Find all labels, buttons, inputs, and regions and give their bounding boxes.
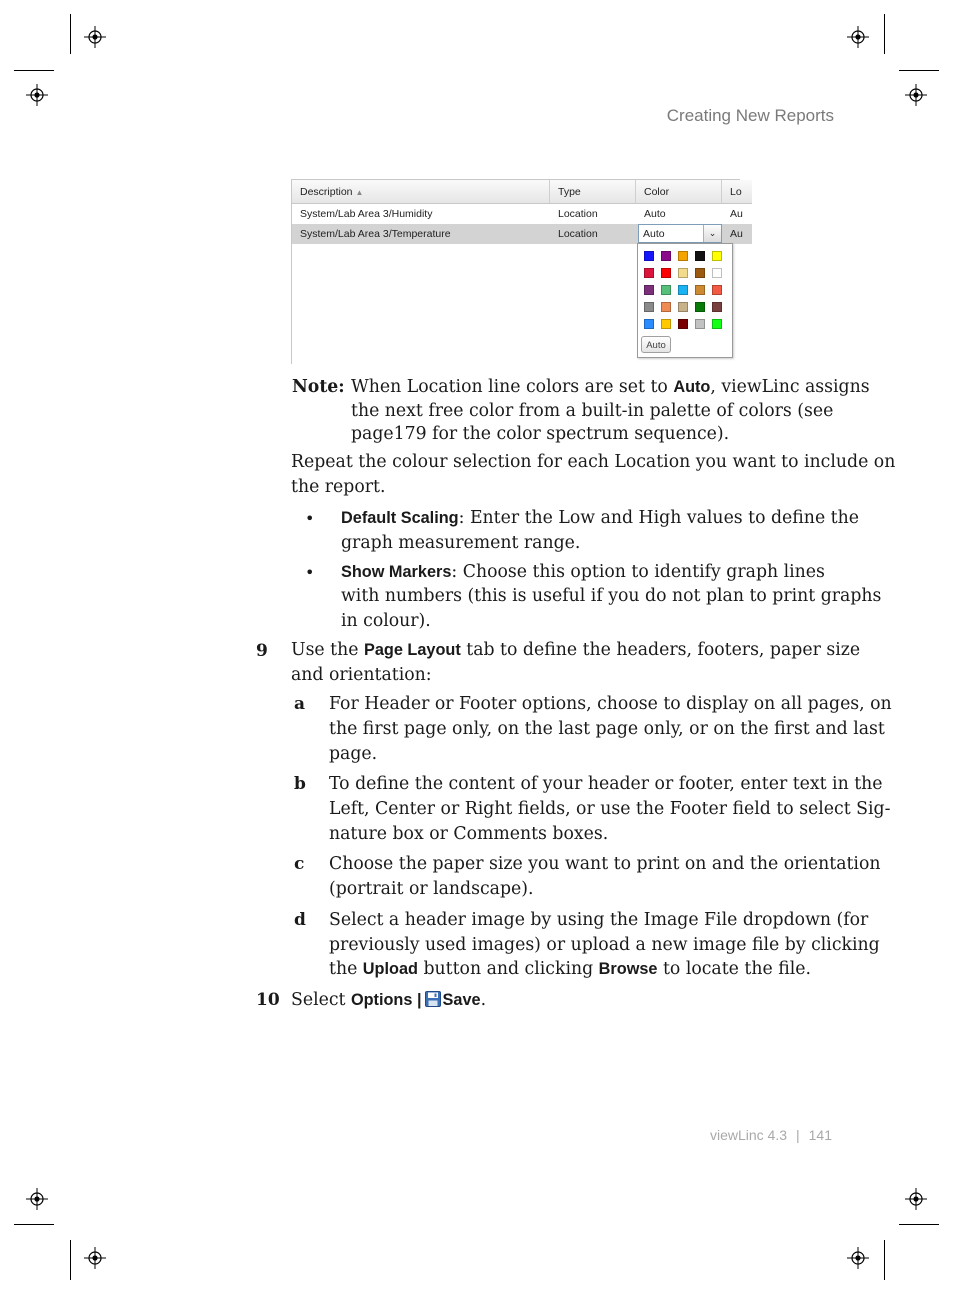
- substep-c-line: (portrait or landscape).: [329, 879, 534, 899]
- registration-mark-icon: [905, 1188, 927, 1210]
- column-header-lo[interactable]: Lo: [730, 186, 742, 198]
- type-cell: Location: [558, 208, 598, 220]
- product-version: viewLinc 4.3: [709, 1127, 787, 1143]
- color-swatch[interactable]: [644, 319, 654, 329]
- bullet-default-scaling: Default Scaling: Enter the Low and High values to define the: [341, 508, 859, 528]
- note-line-1: When Location line colors are set to Auto, viewLinc assigns: [351, 377, 870, 397]
- column-header-type[interactable]: Type: [550, 180, 636, 203]
- color-swatch[interactable]: [661, 285, 671, 295]
- color-swatch[interactable]: [661, 319, 671, 329]
- color-palette-popup: [637, 243, 733, 358]
- upload-term: Upload: [362, 960, 418, 978]
- footer-separator: |: [796, 1127, 800, 1143]
- auto-color-button[interactable]: Auto: [641, 336, 671, 353]
- substep-letter: b: [294, 774, 306, 794]
- color-swatch[interactable]: [678, 268, 688, 278]
- color-swatch[interactable]: [695, 268, 705, 278]
- color-swatch[interactable]: [712, 251, 722, 261]
- substep-letter: a: [294, 694, 306, 714]
- color-swatch[interactable]: [695, 302, 705, 312]
- color-dropdown[interactable]: [638, 224, 722, 243]
- registration-mark-icon: [847, 26, 869, 48]
- color-swatch[interactable]: [644, 268, 654, 278]
- crop-line: [884, 14, 885, 54]
- note-line-2: the next free color from a built-in palette of colors (see: [351, 401, 834, 421]
- bullet-marker: •: [305, 563, 315, 582]
- color-swatch[interactable]: [695, 285, 705, 295]
- running-head: Creating New Reports: [666, 106, 834, 125]
- note-line-3: page179 for the color spectrum sequence).: [351, 424, 730, 444]
- bullet-marker: •: [305, 509, 315, 528]
- note-label: Note:: [292, 377, 345, 397]
- report-locations-screenshot: [291, 179, 743, 364]
- step-number: 10: [256, 990, 280, 1010]
- bullet-default-scaling-line-2: graph measurement range.: [341, 533, 581, 553]
- color-swatch[interactable]: [712, 285, 722, 295]
- crop-line: [14, 70, 54, 71]
- substep-d-line-2: previously used images) or upload a new image file by clicking: [329, 935, 880, 955]
- sort-ascending-icon: ▲: [355, 188, 364, 197]
- options-term: Options |: [350, 991, 422, 1009]
- color-swatch[interactable]: [695, 251, 705, 261]
- table-row[interactable]: [292, 204, 752, 224]
- color-swatch[interactable]: [678, 285, 688, 295]
- page-number: 141: [808, 1127, 832, 1143]
- crop-line: [14, 1224, 54, 1225]
- repeat-line-2: the report.: [291, 477, 386, 497]
- substep-d-line-3: the Upload button and clicking Browse to locate the file.: [329, 959, 811, 979]
- crop-line: [899, 70, 939, 71]
- color-swatch[interactable]: [712, 268, 722, 278]
- page-footer: [600, 1127, 832, 1143]
- crop-line: [70, 1240, 71, 1280]
- registration-mark-icon: [905, 84, 927, 106]
- color-swatch[interactable]: [678, 302, 688, 312]
- substep-d-line-1: Select a header image by using the Image File dropdown (for: [329, 910, 869, 930]
- description-cell: System/Lab Area 3/Humidity: [300, 208, 433, 220]
- substep-a-line: For Header or Footer options, choose to display on all pages, on: [329, 694, 892, 714]
- color-swatch[interactable]: [661, 302, 671, 312]
- substep-a-line: page.: [329, 744, 378, 764]
- color-cell[interactable]: Auto: [644, 208, 666, 220]
- color-dropdown-value: Auto: [643, 228, 665, 240]
- color-swatch[interactable]: [712, 319, 722, 329]
- substep-a-line: the first page only, on the last page only, or on the first and last: [329, 719, 885, 739]
- bullet-show-markers-line-2: with numbers (this is useful if you do not plan to print graphs: [341, 586, 882, 606]
- registration-mark-icon: [847, 1247, 869, 1269]
- auto-term: Auto: [673, 378, 711, 396]
- substep-letter: d: [294, 910, 306, 930]
- step-10-line: Select Options | Save.: [291, 990, 487, 1010]
- grid-header: [292, 180, 752, 204]
- substep-b-line: To define the content of your header or footer, enter text in the: [329, 774, 883, 794]
- color-swatch[interactable]: [678, 251, 688, 261]
- color-swatch[interactable]: [661, 268, 671, 278]
- crop-line: [70, 14, 71, 54]
- color-swatch[interactable]: [644, 251, 654, 261]
- column-header-color[interactable]: Color: [636, 180, 722, 203]
- browse-term: Browse: [598, 960, 658, 978]
- repeat-line-1: Repeat the colour selection for each Location you want to include on: [291, 452, 896, 472]
- bullet-show-markers: Show Markers: Choose this option to identify graph lines: [341, 562, 825, 582]
- registration-mark-icon: [26, 1188, 48, 1210]
- step-9-line-2: and orientation:: [291, 665, 432, 685]
- color-swatch[interactable]: [644, 285, 654, 295]
- substep-b-line: nature box or Comments boxes.: [329, 824, 609, 844]
- registration-mark-icon: [84, 1247, 106, 1269]
- step-number: 9: [256, 641, 268, 661]
- color-swatch[interactable]: [712, 302, 722, 312]
- chevron-down-icon[interactable]: ⌄: [703, 225, 721, 242]
- save-icon: [425, 990, 441, 1006]
- crop-line: [884, 1240, 885, 1280]
- color-swatch[interactable]: [695, 319, 705, 329]
- substep-c-line: Choose the paper size you want to print on and the orientation: [329, 854, 881, 874]
- registration-mark-icon: [26, 84, 48, 106]
- step-9-line-1: Use the Page Layout tab to define the headers, footers, paper size: [291, 640, 861, 660]
- crop-line: [899, 1224, 939, 1225]
- type-cell: Location: [558, 228, 598, 240]
- registration-mark-icon: [84, 26, 106, 48]
- bullet-show-markers-line-3: in colour).: [341, 611, 431, 631]
- lo-cell: Au: [730, 228, 743, 240]
- substep-b-line: Left, Center or Right fields, or use the Footer field to select Sig-: [329, 799, 891, 819]
- color-swatch[interactable]: [644, 302, 654, 312]
- lo-cell: Au: [730, 208, 743, 220]
- color-swatch[interactable]: [661, 251, 671, 261]
- description-cell: System/Lab Area 3/Temperature: [300, 228, 451, 240]
- substep-letter: c: [294, 854, 305, 874]
- column-header-description[interactable]: Description ▲: [292, 180, 550, 203]
- save-term: Save: [442, 991, 481, 1009]
- color-swatch[interactable]: [678, 319, 688, 329]
- page-layout-term: Page Layout: [363, 641, 461, 659]
